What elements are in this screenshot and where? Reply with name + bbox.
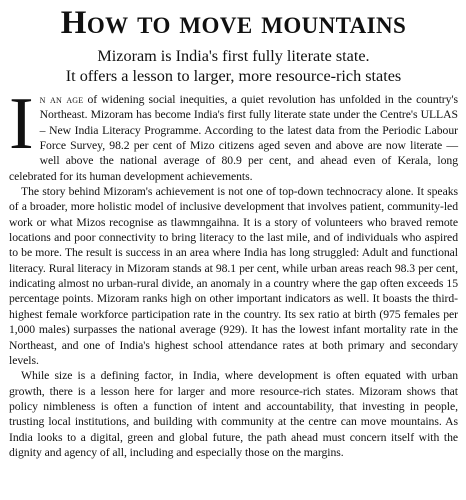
subheadline — [9, 46, 458, 86]
subheadline-line-1: Mizoram is India's first fully literate state. — [97, 47, 370, 65]
paragraph-3: While size is a defining factor, in India, where development is often equated with urban growth, there is a lesson here for larger and more resource-rich states. Mizoram shows that policy nimbleness is often a function of intent and accountability, that investing in people, trusting local institutions, and building with community at the centre can move mountains. As India looks to a digital, green and global future, the path ahead must concern itself with the dignity and agency of all, including and especially those on the margins. — [9, 369, 458, 459]
paragraph-1-text: of widening social inequities, a quiet revolution has unfolded in the country's Northeast. Mizoram has become India's first fully literate state under the Centre's ULLAS – New India Literacy Programme. According to the latest data from the Periodic Labour Force Survey, 98.2 per cent of Mizo citizens aged seven and above are now literate — well above the national average of 80.9 per cent, and ahead even of Kerala, long celebrated for its human development achievements. — [9, 93, 458, 183]
lead-in: n an age — [39, 93, 84, 106]
drop-cap: I — [9, 83, 34, 165]
headline: How to move mountains — [60, 5, 407, 41]
subheadline-line-2: It offers a lesson to larger, more resource-rich states — [65, 67, 402, 85]
article-body — [9, 83, 458, 460]
paragraph-1 — [9, 83, 458, 184]
paragraph-2: The story behind Mizoram's achievement is not one of top-down technocracy alone. It speaks of a broader, more holistic model of inclusive development that involves patient, community-led work or what Mizos recognise as tlawmngaihna. It is a story of volunteers who braved remote locations and poor connectivity to bring literacy to the last mile, and of individuals who aspired to be more. The result is success in an area where India has long struggled: Adult and functional literacy. Rural literacy in Mizoram stands at 98.1 per cent, while urban areas reach 98.3 per cent, indicating almost no urban-rural divide, an anomaly in a country where the gap often exceeds 15 percentage points. Mizoram ranks high on other important indicators as well. It boasts the third-highest female workforce participation rate in the country. Its sex ratio at birth (975 females per 1,000 males) surpasses the national average (929). It has the lowest infant mortality rate in the Northeast, and one of India's highest school attendance rates at both primary and secondary levels. — [9, 185, 458, 367]
